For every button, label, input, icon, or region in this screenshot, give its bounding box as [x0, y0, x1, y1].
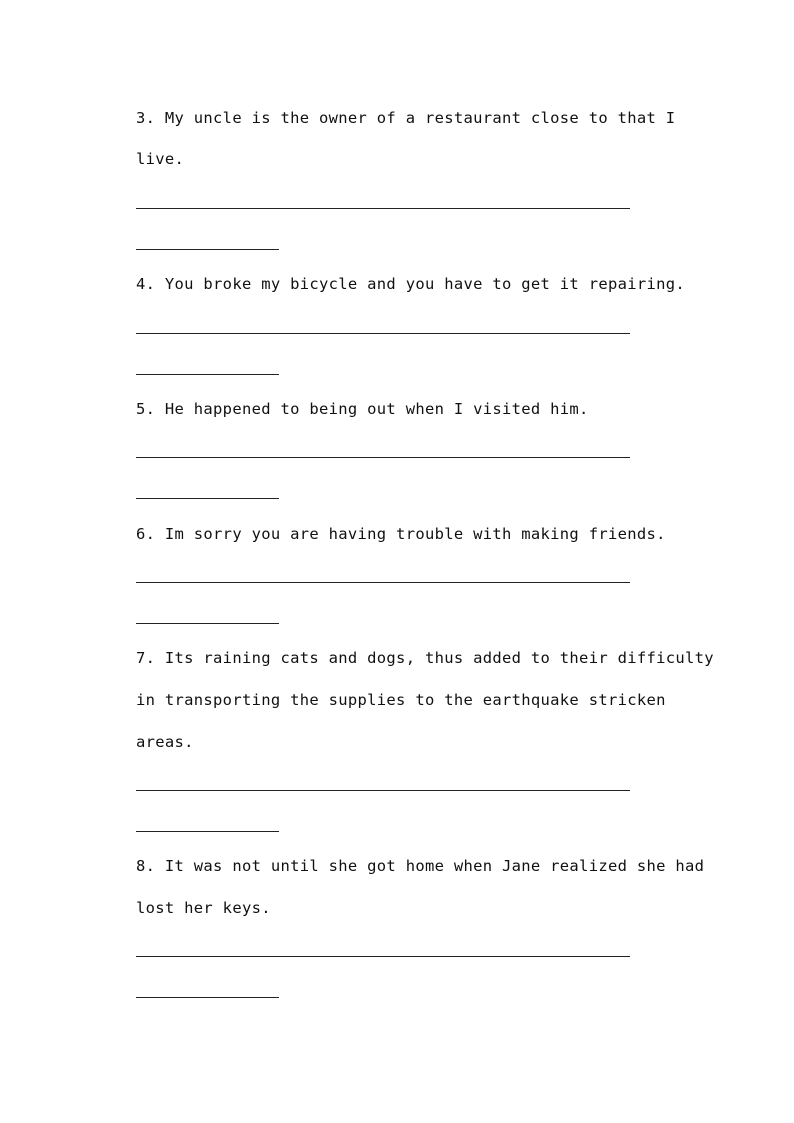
question-6-answer-line-1[interactable]	[136, 582, 630, 583]
question-7-answer-line-1[interactable]	[136, 790, 630, 791]
question-7-line-3: areas.	[136, 733, 194, 751]
question-7-line-1: 7. Its raining cats and dogs, thus added to their difficulty	[136, 649, 714, 667]
question-6-answer-line-2[interactable]	[136, 623, 279, 624]
question-8-answer-line-1[interactable]	[136, 956, 630, 957]
question-3-line-1: 3. My uncle is the owner of a restaurant close to that I	[136, 109, 676, 127]
question-3-answer-line-2[interactable]	[136, 249, 279, 250]
question-8-line-1: 8. It was not until she got home when Jane realized she had	[136, 857, 705, 875]
question-7-answer-line-2[interactable]	[136, 831, 279, 832]
question-6-line-1: 6. Im sorry you are having trouble with making friends.	[136, 525, 666, 543]
question-5-answer-line-1[interactable]	[136, 457, 630, 458]
question-8-line-2: lost her keys.	[136, 899, 271, 917]
question-5-line-1: 5. He happened to being out when I visited him.	[136, 400, 589, 418]
question-3-answer-line-1[interactable]	[136, 208, 630, 209]
question-8-answer-line-2[interactable]	[136, 997, 279, 998]
question-4-answer-line-2[interactable]	[136, 374, 279, 375]
question-3-line-2: live.	[136, 150, 185, 168]
question-5-answer-line-2[interactable]	[136, 498, 279, 499]
question-4-line-1: 4. You broke my bicycle and you have to get it repairing.	[136, 275, 686, 293]
question-4-answer-line-1[interactable]	[136, 333, 630, 334]
question-7-line-2: in transporting the supplies to the earthquake stricken	[136, 691, 666, 709]
